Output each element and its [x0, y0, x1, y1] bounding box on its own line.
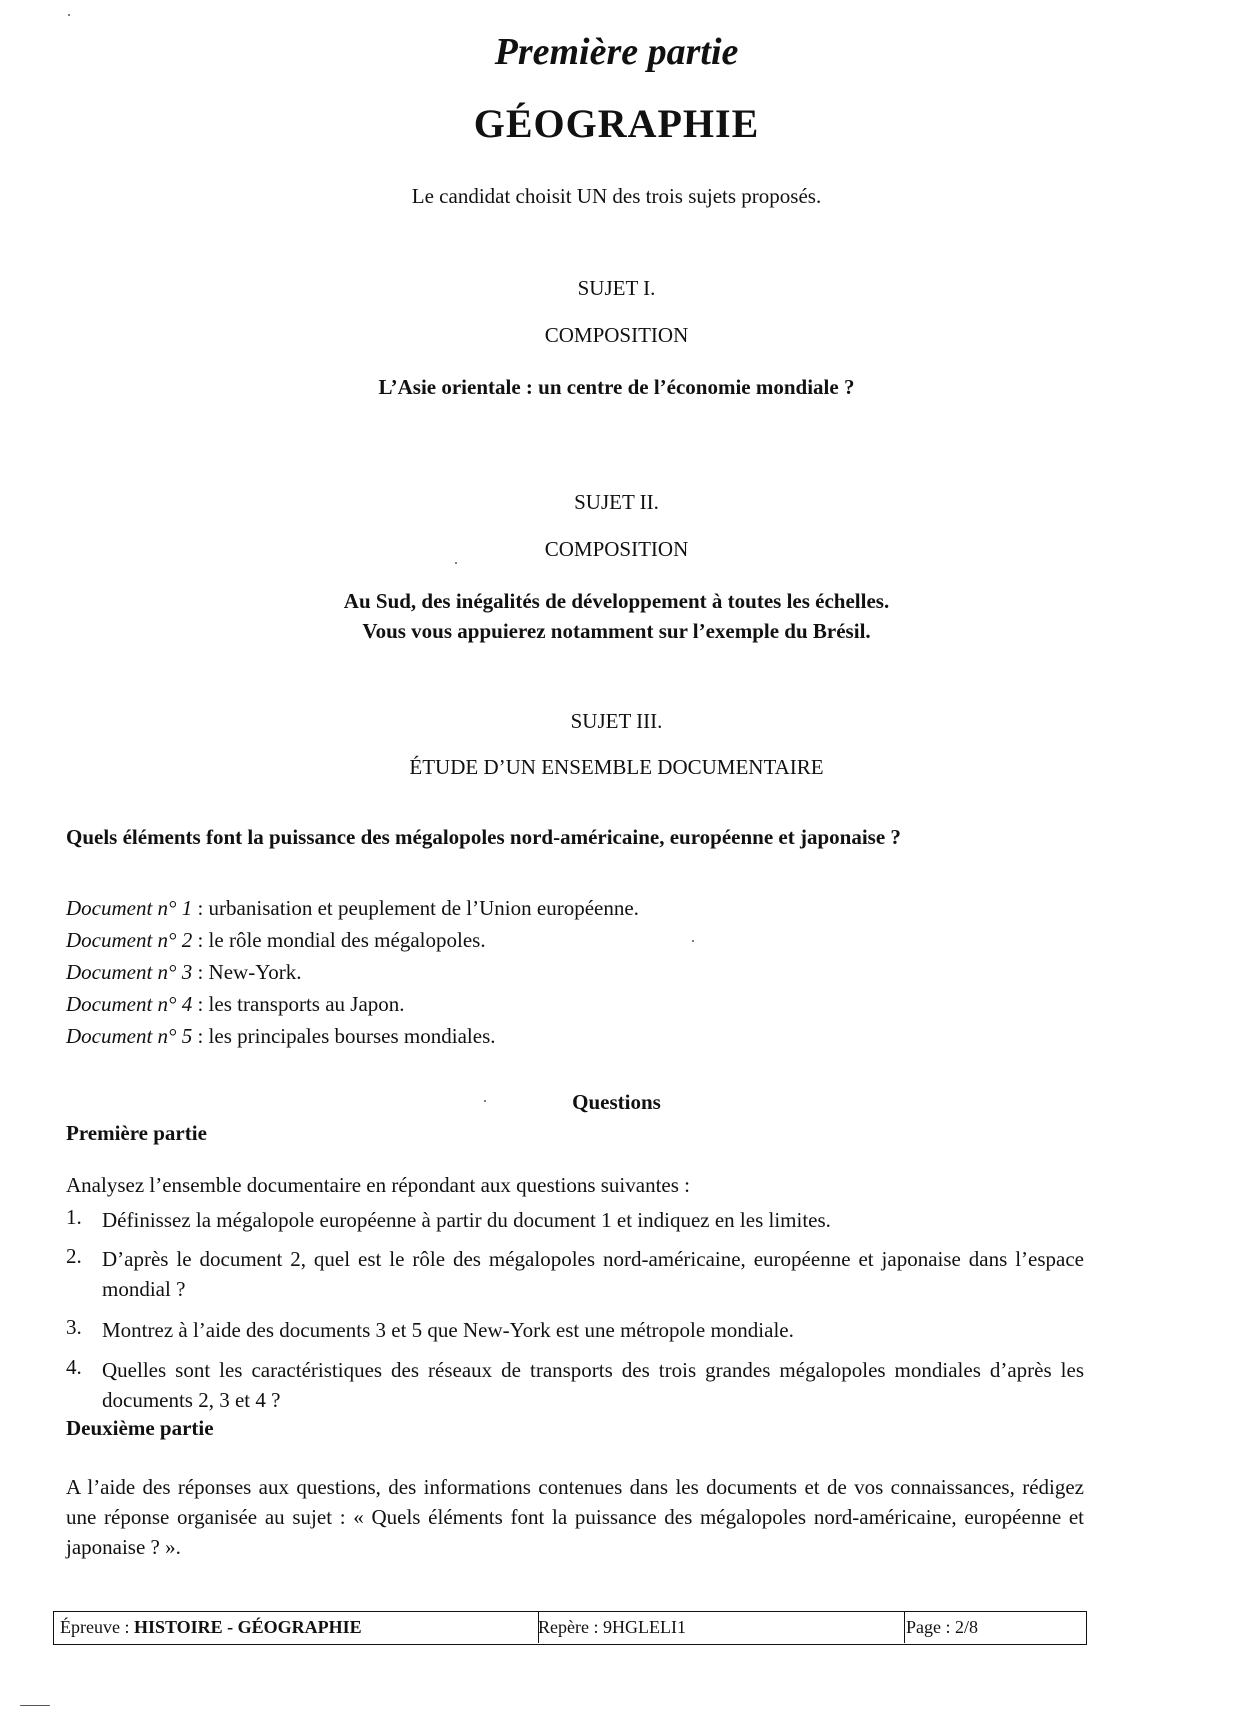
footer-epreuve — [54, 1612, 539, 1643]
document-label: Document n° 4 — [66, 992, 193, 1016]
document-label: Document n° 1 — [66, 896, 193, 920]
document-desc: : le rôle mondial des mégalopoles. — [192, 928, 486, 952]
subject-2-title-line-2: Vous vous appuierez notamment sur l’exemple du Brésil. — [362, 619, 871, 643]
question-number: 2. — [66, 1244, 82, 1268]
question-text: Définissez la mégalopole européenne à partir du document 1 et indiquez en les limites. — [102, 1208, 831, 1232]
subject-2-label: SUJET II. — [574, 490, 659, 514]
part-title: Première partie — [494, 31, 739, 73]
document-item — [66, 956, 639, 988]
subject-3-question: Quels éléments font la puissance des mégalopoles nord-américaine, européenne et japonaise ? — [66, 825, 901, 849]
document-desc: : urbanisation et peuplement de l’Union européenne. — [192, 896, 639, 920]
footer-epreuve-value: HISTOIRE - GÉOGRAPHIE — [133, 1617, 362, 1637]
footer-page: Page : 2/8 — [906, 1617, 978, 1637]
document-item — [66, 924, 639, 956]
subject-3-label: SUJET III. — [570, 709, 663, 733]
document-desc: : les principales bourses mondiales. — [192, 1024, 496, 1048]
page-title: GÉOGRAPHIE — [473, 101, 760, 146]
scan-speck — [484, 1100, 486, 1102]
document-desc: : New-York. — [192, 960, 302, 984]
questions-heading: Questions — [572, 1090, 661, 1114]
question-number: 1. — [66, 1205, 82, 1229]
question-text: Quelles sont les caractéristiques des réseaux de transports des trois grandes mégalopoles mondiales d’après les documents 2, 3 et 4 ? — [102, 1358, 1084, 1412]
question-number: 4. — [66, 1355, 82, 1379]
intro-text: Le candidat choisit UN des trois sujets proposés. — [411, 184, 822, 208]
document-item — [66, 1020, 639, 1052]
document-list — [66, 892, 639, 1052]
footer-repere: Repère : 9HGLELI1 — [532, 1612, 905, 1643]
document-item — [66, 988, 639, 1020]
footer-epreuve-label: Épreuve : — [60, 1617, 134, 1637]
subject-3-type: ÉTUDE D’UN ENSEMBLE DOCUMENTAIRE — [409, 755, 824, 779]
subject-2-title-line-1: Au Sud, des inégalités de développement à toutes les échelles. — [343, 589, 890, 613]
scan-speck — [455, 562, 457, 564]
subject-1-label: SUJET I. — [577, 276, 656, 300]
document-item — [66, 892, 639, 924]
part2-heading: Deuxième partie — [66, 1416, 214, 1440]
footer-table — [53, 1611, 1087, 1645]
question-text: D’après le document 2, quel est le rôle des mégalopoles nord-américaine, européenne et japonaise dans l’espace mondial ? — [102, 1247, 1084, 1301]
document-label: Document n° 3 — [66, 960, 193, 984]
document-desc: : les transports au Japon. — [192, 992, 405, 1016]
question-text: Montrez à l’aide des documents 3 et 5 que New-York est une métropole mondiale. — [102, 1318, 794, 1342]
document-label: Document n° 2 — [66, 928, 193, 952]
part2-text: A l’aide des réponses aux questions, des informations contenues dans les documents et de vos connaissances, rédigez une réponse organisée au sujet : « Quels éléments font la puissance des mégalopoles nord-américaine, européenne et japonaise ? ». — [66, 1475, 1084, 1559]
scan-speck — [692, 940, 694, 942]
document-label: Document n° 5 — [66, 1024, 193, 1048]
scan-mark — [20, 1705, 50, 1706]
subject-2-type: COMPOSITION — [544, 537, 689, 561]
scan-speck — [68, 14, 70, 16]
subject-1-type: COMPOSITION — [544, 323, 689, 347]
part1-intro: Analysez l’ensemble documentaire en répondant aux questions suivantes : — [66, 1173, 690, 1197]
subject-1-title: L’Asie orientale : un centre de l’économie mondiale ? — [378, 375, 855, 399]
question-number: 3. — [66, 1315, 82, 1339]
part1-heading: Première partie — [66, 1121, 207, 1145]
